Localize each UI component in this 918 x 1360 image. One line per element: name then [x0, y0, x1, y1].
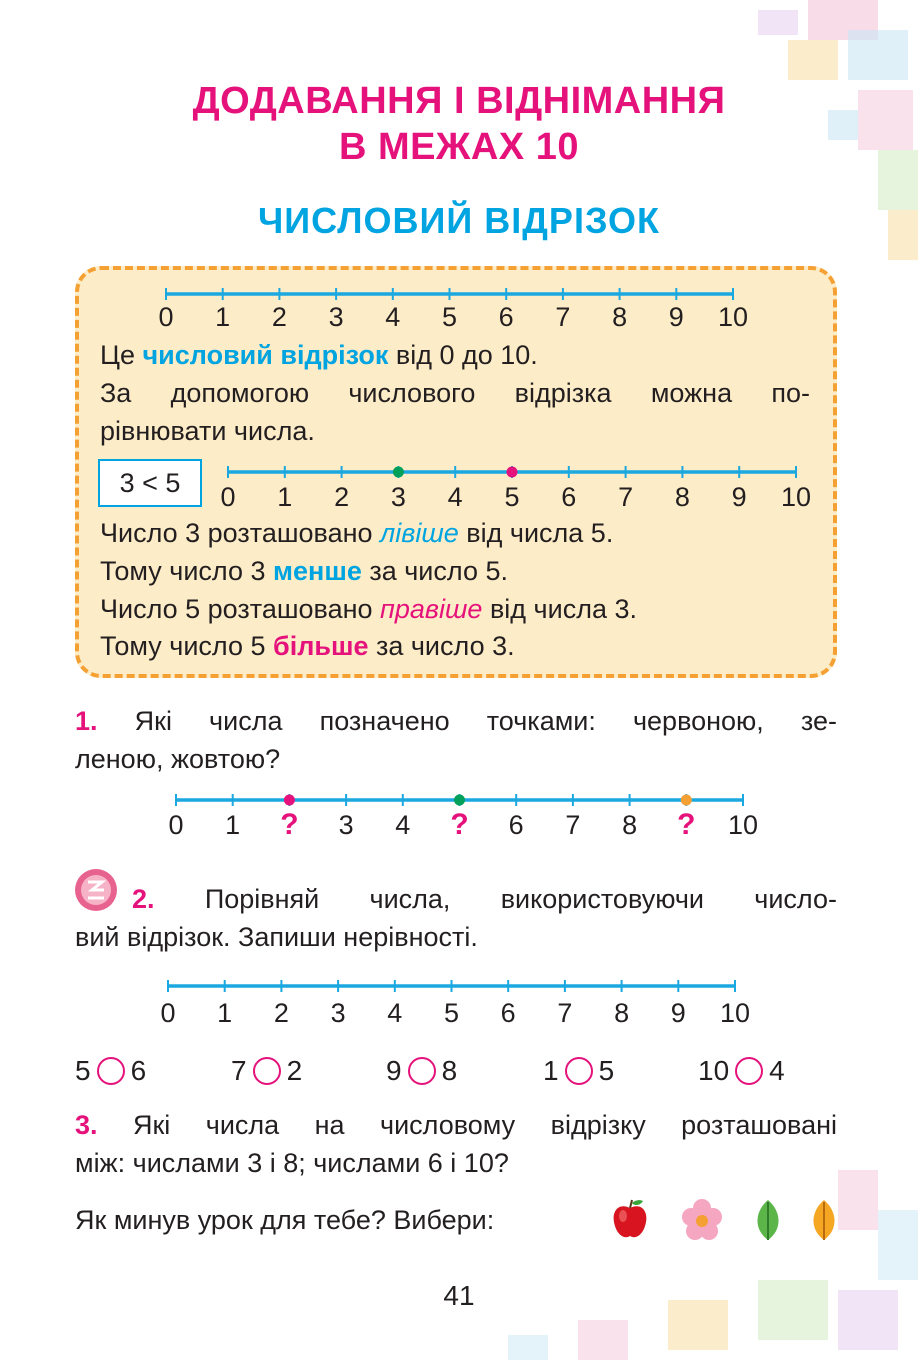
tick-label: 1 [225, 810, 241, 840]
tick-label: 3 [330, 998, 346, 1028]
comparison-sign-slot[interactable] [97, 1057, 125, 1085]
tick-label: 6 [498, 302, 514, 332]
yellow-leaf-icon[interactable] [808, 1198, 840, 1242]
tick-label: 3 [390, 482, 406, 512]
tick-label: 2 [273, 998, 289, 1028]
apple-icon[interactable] [610, 1198, 650, 1242]
tick-label: 3 [328, 302, 344, 332]
number-line-task1 [160, 786, 780, 848]
number-point [681, 795, 692, 806]
tick-label: 4 [395, 810, 411, 840]
tick-label: 0 [160, 998, 176, 1028]
tick-label: 7 [618, 482, 634, 512]
task3-text-line1: 3. Які числа на числовому відрізку розташовані [75, 1110, 837, 1140]
tick-label: 0 [168, 810, 184, 840]
tick-label: 7 [557, 998, 573, 1028]
tick-label: 2 [334, 482, 350, 512]
unknown-number-mark: ? [450, 808, 469, 841]
tick-label: 8 [674, 482, 690, 512]
tick-label: 4 [447, 482, 463, 512]
comparison-5: 10 4 [698, 1055, 785, 1086]
comparison-sign-slot[interactable] [735, 1057, 763, 1085]
tick-label: 4 [385, 302, 401, 332]
tick-label: 9 [668, 302, 684, 332]
tick-label: 1 [217, 998, 233, 1028]
unknown-number-mark: ? [280, 808, 299, 841]
unknown-number-mark: ? [677, 808, 696, 841]
chapter-title-line2: В МЕЖАХ 10 [339, 126, 579, 168]
task1-text-line2: леною, жовтою? [75, 744, 281, 774]
term-highlight: числовий відрізок [142, 340, 389, 370]
tick-label: 8 [622, 810, 638, 840]
tick-label: 9 [670, 998, 686, 1028]
tick-label: 10 [719, 998, 751, 1028]
task2-text-line1: 2. Порівняй числа, використовуючи число- [132, 884, 837, 914]
number-point [507, 467, 518, 478]
reflection-prompt: Як минув урок для тебе? Вибери: [75, 1205, 495, 1235]
number-line-intro [150, 280, 750, 340]
bottom-decoration [278, 1150, 918, 1360]
comparison-2: 7 2 [231, 1055, 303, 1086]
tick-label: 8 [612, 302, 628, 332]
tick-label: 7 [565, 810, 581, 840]
number-line-example [210, 458, 820, 518]
tick-label: 0 [220, 482, 236, 512]
rule-paragraph-2-line1: За допомогою числового відрізка можна по- [100, 378, 810, 408]
rule-sentence-2: Тому число 3 менше за число 5. [100, 556, 508, 586]
flower-icon[interactable] [680, 1198, 724, 1242]
tick-label: 3 [338, 810, 354, 840]
tick-label: 6 [500, 998, 516, 1028]
number-point [454, 795, 465, 806]
comparison-sign-slot[interactable] [253, 1057, 281, 1085]
task2-number: 2. [132, 884, 155, 914]
tick-label: 5 [443, 998, 460, 1028]
tick-label: 1 [215, 302, 231, 332]
tick-label: 2 [271, 302, 287, 332]
rule-sentence-1: Число 3 розташовано лівіше від числа 5. [100, 518, 614, 548]
pair-work-icon [74, 868, 122, 914]
tick-label: 4 [387, 998, 403, 1028]
tick-label: 7 [555, 302, 571, 332]
tick-label: 10 [717, 302, 749, 332]
rule-sentence-4: Тому число 5 більше за число 3. [100, 631, 515, 661]
page-number: 41 [443, 1280, 475, 1311]
comparison-4: 1 5 [543, 1055, 615, 1086]
comparison-3: 9 8 [386, 1055, 458, 1086]
tick-label: 8 [614, 998, 630, 1028]
tick-label: 9 [731, 482, 747, 512]
chapter-title-line1: ДОДАВАННЯ І ВІДНІМАННЯ [192, 80, 726, 122]
task3-number: 3. [75, 1110, 98, 1140]
rule-paragraph-2-line2: рівнювати числа. [100, 416, 315, 446]
tick-label: 1 [277, 482, 293, 512]
task2-text-line2: вий відрізок. Запиши нерівності. [75, 922, 478, 952]
number-point [393, 467, 404, 478]
tick-label: 10 [780, 482, 812, 512]
tick-label: 0 [158, 302, 174, 332]
task1-number: 1. [75, 706, 98, 736]
comparison-1: 5 6 [75, 1055, 147, 1086]
number-line-task2 [152, 972, 762, 1032]
tick-label: 10 [727, 810, 759, 840]
tick-label: 6 [508, 810, 524, 840]
tick-label: 6 [561, 482, 577, 512]
tick-label: 5 [504, 482, 520, 512]
number-point [284, 795, 295, 806]
task3-text-line2: між: числами 3 і 8; числами 6 і 10? [75, 1148, 509, 1178]
comparison-sign-slot[interactable] [408, 1057, 436, 1085]
task1-text-line1: 1. Які числа позначено точками: червоною, зе- [75, 706, 837, 736]
green-leaf-icon[interactable] [752, 1198, 784, 1242]
tick-label: 5 [441, 302, 458, 332]
lesson-title: ЧИСЛОВИЙ ВІДРІЗОК [258, 200, 660, 241]
comparison-sign-slot[interactable] [565, 1057, 593, 1085]
rule-paragraph-1: Це числовий відрізок від 0 до 10. [100, 340, 538, 370]
rule-sentence-3: Число 5 розташовано правіше від числа 3. [100, 594, 637, 624]
inequality-example: 3 < 5 [98, 459, 202, 507]
